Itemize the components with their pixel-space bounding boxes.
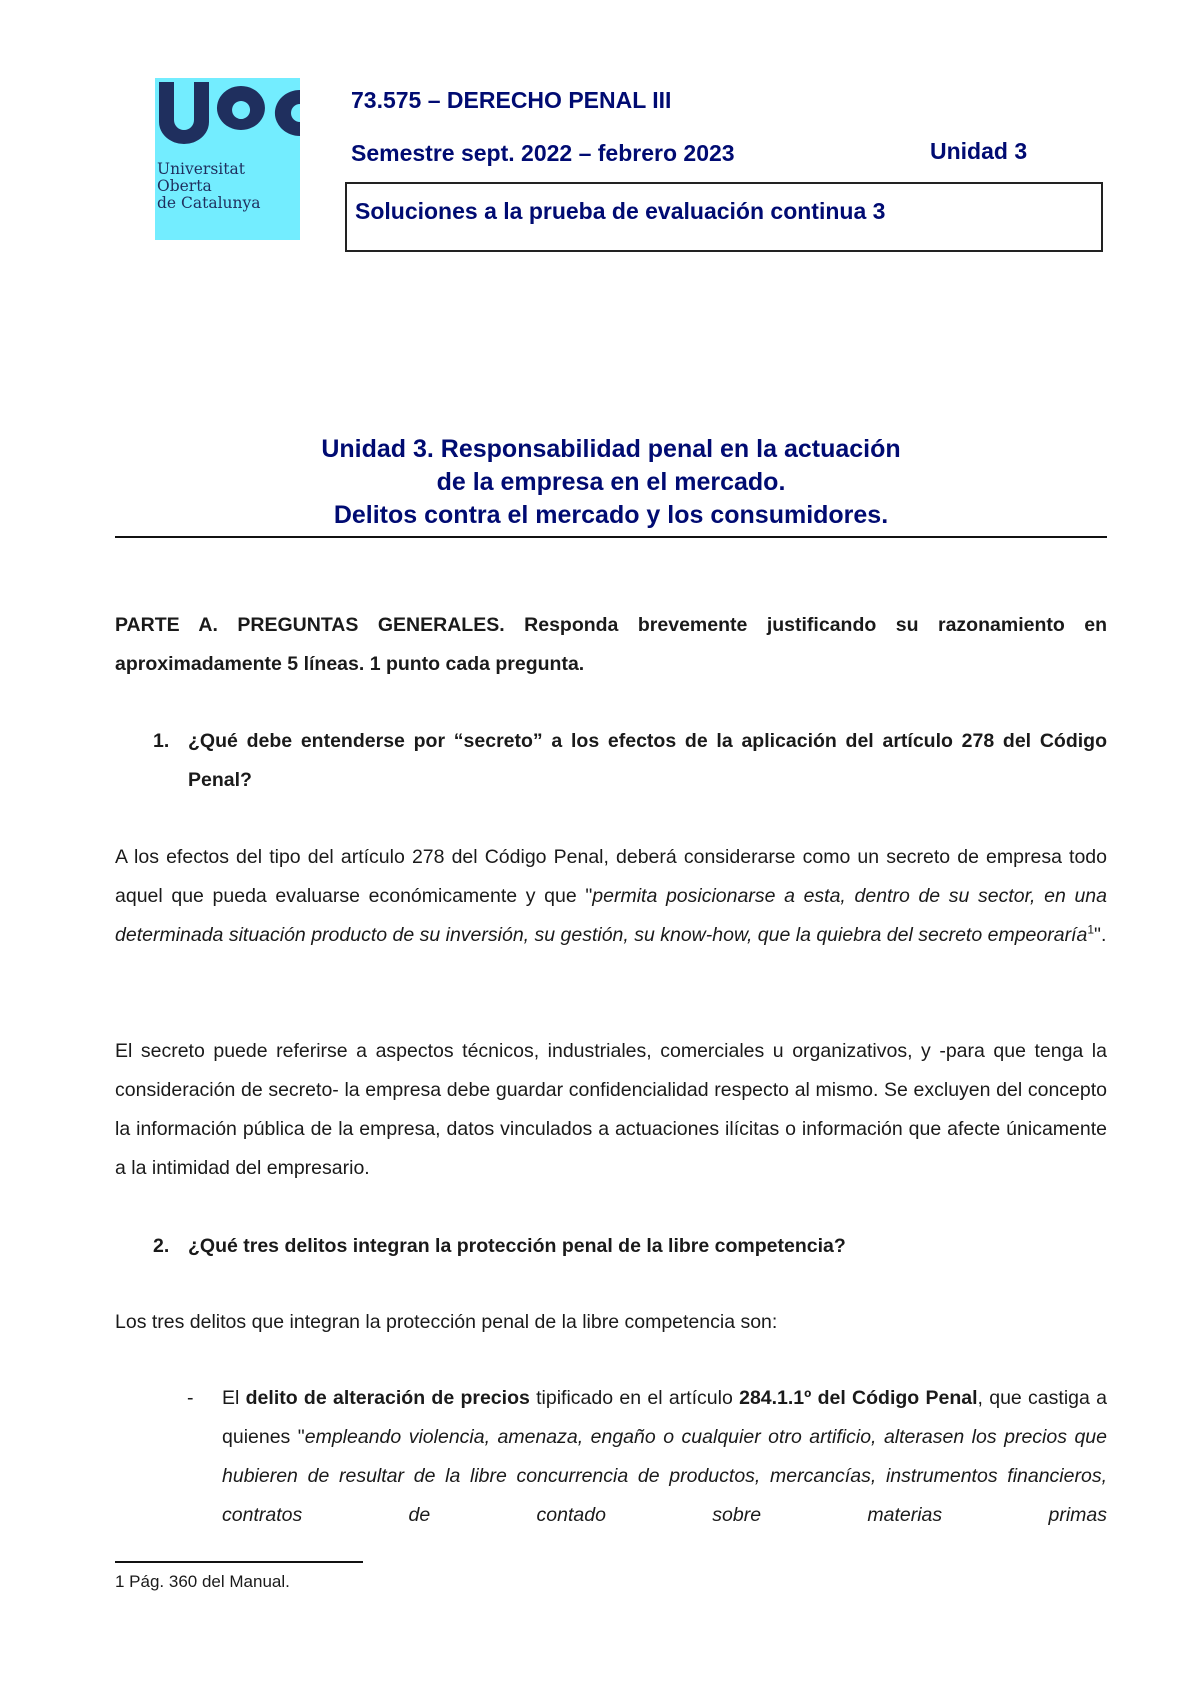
answer-2-intro: Los tres delitos que integran la protección penal de la libre competencia son:: [115, 1311, 778, 1333]
answer-1-paragraph-2: El secreto puede referirse a aspectos técnicos, industriales, comerciales u organizativos, y -para que tenga la consideración de secreto- la empresa debe guardar confidencialidad respecto al mismo. Se excluyen del concepto la información pública de la empresa, datos vinculados a actuaciones ilícitas o información que afecte únicamente a la intimidad del empresario.: [115, 1040, 1107, 1179]
bullet-pre: El: [222, 1387, 246, 1409]
title-divider: [115, 536, 1107, 538]
footnote-reference[interactable]: 1: [1087, 922, 1095, 937]
answer-1-quote: permita posicionarse a esta, dentro de su sector, en una determinada situación producto de su inversión, su gestión, su know-how, que la quiebra del secreto empeoraría: [115, 885, 1107, 946]
question-1-text: ¿Qué debe entenderse por “secreto” a los efectos de la aplicación del artículo 278 del Código Penal?: [188, 730, 1107, 791]
logo-text-line1: Universitat: [157, 160, 245, 178]
bullet-bold-article: 284.1.1º del Código Penal: [739, 1387, 978, 1409]
title-line-2: de la empresa en el mercado.: [436, 468, 786, 496]
uoc-logo-mark: [155, 78, 300, 153]
footnote: 1 Pág. 360 del Manual.: [115, 1572, 290, 1591]
header-box: [345, 182, 1103, 252]
title-line-3: Delitos contra el mercado y los consumidores.: [333, 501, 889, 529]
part-a-label: PARTE A. PREGUNTAS GENERALES.: [115, 614, 505, 636]
question-1-number: 1.: [153, 730, 170, 752]
semester: Semestre sept. 2022 – febrero 2023: [351, 140, 735, 166]
bullet-bold-offense: delito de alteración de precios: [245, 1387, 530, 1409]
question-1: [115, 722, 1107, 800]
uoc-logo: [155, 78, 300, 243]
question-2-text: ¿Qué tres delitos integran la protección penal de la libre competencia?: [188, 1235, 846, 1257]
bullet-dash: -: [187, 1387, 194, 1409]
bullet-item-1: [115, 1379, 1107, 1535]
unit-label: Unidad 3: [930, 138, 1028, 164]
answer-1-paragraph-1: [115, 838, 1107, 955]
logo-underline: [155, 234, 300, 240]
logo-text-line2: Oberta: [157, 177, 212, 195]
question-2-number: 2.: [153, 1235, 170, 1257]
bullet-post: , que castiga a quienes ": [222, 1387, 1107, 1448]
answer-1-quote-end: ".: [1094, 924, 1107, 946]
document-title: [115, 433, 1107, 532]
bullet-mid: tipificado en el artículo: [529, 1387, 740, 1409]
footnote-divider: [115, 1561, 363, 1563]
question-2: [115, 1227, 1107, 1266]
bullet-text: [222, 1379, 1107, 1535]
bullet-quote: empleando violencia, amenaza, engaño o cualquier otro artificio, alterasen los precios que hubieren de resultar de la libre concurrencia de productos, mercancías, instrumentos financieros, contratos de contado sobre materias primas: [222, 1426, 1107, 1526]
title-line-1: Unidad 3. Responsabilidad penal en la actuación: [321, 435, 901, 463]
part-a-instructions: Responda brevemente justificando su razonamiento en aproximadamente 5 líneas. 1 punto cada pregunta.: [115, 614, 1108, 675]
part-a-heading: [115, 606, 1107, 684]
header-box-title: Soluciones a la prueba de evaluación continua 3: [355, 198, 886, 224]
logo-text-line3: de Catalunya: [157, 194, 261, 212]
course-code: 73.575 – DERECHO PENAL III: [351, 87, 672, 113]
answer-1-intro: A los efectos del tipo del artículo 278 del Código Penal, deberá considerarse como un secreto de empresa todo aquel que pueda evaluarse económicamente y que ": [115, 846, 1107, 907]
